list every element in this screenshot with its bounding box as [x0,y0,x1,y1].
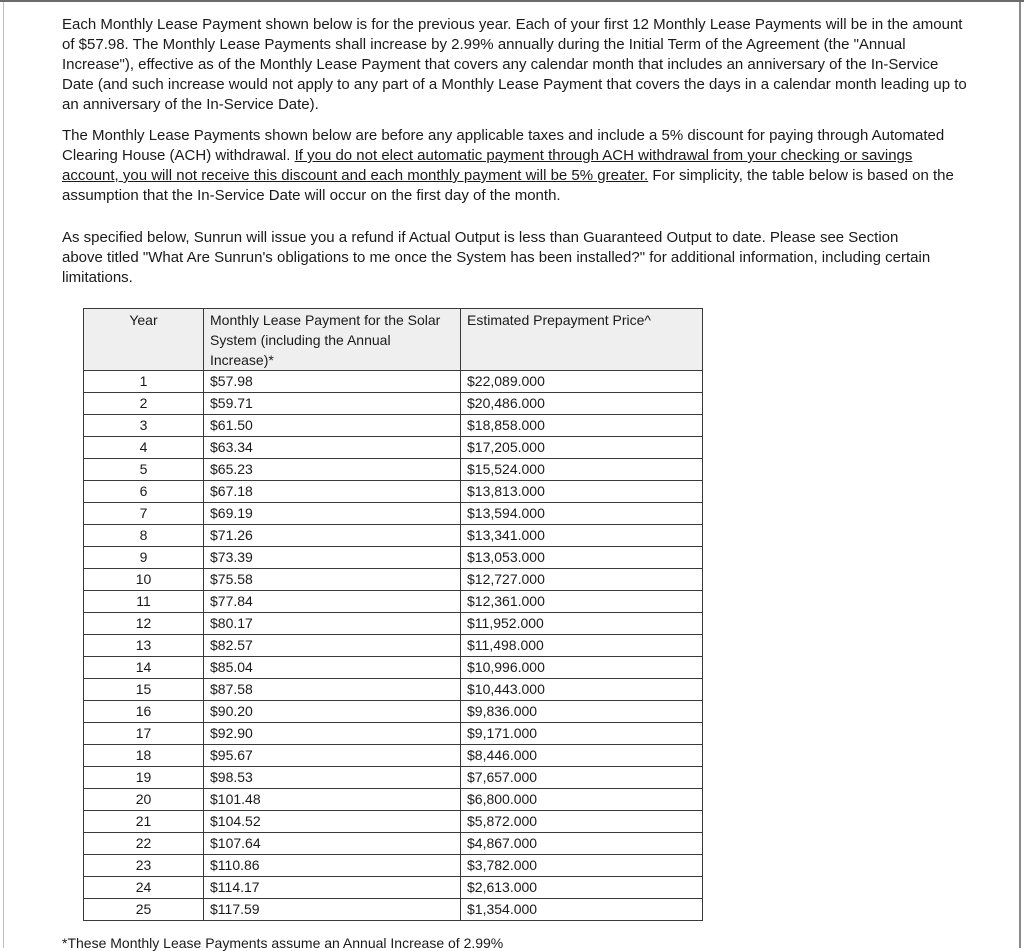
table-row [84,437,703,459]
table-row [84,789,703,811]
year-cell: 22 [84,833,204,855]
prepayment-cell: $1,354.000 [461,899,703,921]
payment-cell: $85.04 [204,657,461,679]
footnote: *These Monthly Lease Payments assume an Annual Increase of 2.99% [62,935,504,951]
prepayment-cell: $18,858.000 [461,415,703,437]
year-cell: 4 [84,437,204,459]
table-row [84,547,703,569]
year-cell: 18 [84,745,204,767]
payment-cell: $110.86 [204,855,461,877]
payment-cell: $98.53 [204,767,461,789]
paragraph-refund-guarantee: As specified below, Sunrun will issue you a refund if Actual Output is less than Guaranteed Output to date. Please see Section above titled "What Are Sunrun's obligations to me once the System has been installed?" for additional information, including certain limitations. [62,229,931,286]
table-row [84,657,703,679]
prepayment-cell: $17,205.000 [461,437,703,459]
table-row [84,393,703,415]
lease-payment-table [83,308,703,921]
payment-cell: $69.19 [204,503,461,525]
table-row [84,745,703,767]
payment-cell: $61.50 [204,415,461,437]
payment-cell: $107.64 [204,833,461,855]
payment-cell: $101.48 [204,789,461,811]
year-cell: 19 [84,767,204,789]
payment-cell: $114.17 [204,877,461,899]
prepayment-cell: $5,872.000 [461,811,703,833]
prepayment-cell: $4,867.000 [461,833,703,855]
table-row [84,635,703,657]
year-cell: 3 [84,415,204,437]
table-row [84,767,703,789]
payment-cell: $77.84 [204,591,461,613]
payment-cell: $104.52 [204,811,461,833]
payment-cell: $57.98 [204,371,461,393]
table-row [84,833,703,855]
payment-cell: $92.90 [204,723,461,745]
table-body [84,371,703,921]
prepayment-cell: $10,443.000 [461,679,703,701]
page-right-edge [1019,2,1021,948]
prepayment-cell: $9,836.000 [461,701,703,723]
year-cell: 10 [84,569,204,591]
year-cell: 25 [84,899,204,921]
table-row [84,525,703,547]
payment-cell: $80.17 [204,613,461,635]
paragraph-ach-discount-start: The Monthly Lease Payments shown below are before any applicable taxes and include a 5% discount for paying through Automated Clearing House (ACH) withdrawal. [62,127,945,164]
table-row [84,481,703,503]
payment-cell: $82.57 [204,635,461,657]
table-row [84,613,703,635]
payment-cell: $90.20 [204,701,461,723]
prepayment-cell: $11,498.000 [461,635,703,657]
year-cell: 16 [84,701,204,723]
header-monthly-payment: Monthly Lease Payment for the Solar System (including the Annual Increase)* [204,309,461,371]
year-cell: 5 [84,459,204,481]
year-cell: 21 [84,811,204,833]
year-cell: 9 [84,547,204,569]
year-cell: 13 [84,635,204,657]
prepayment-cell: $13,813.000 [461,481,703,503]
prepayment-cell: $12,727.000 [461,569,703,591]
prepayment-cell: $9,171.000 [461,723,703,745]
payment-cell: $73.39 [204,547,461,569]
header-year: Year [84,309,204,371]
year-cell: 6 [84,481,204,503]
table-row [84,503,703,525]
table-row [84,877,703,899]
table-row [84,591,703,613]
prepayment-cell: $15,524.000 [461,459,703,481]
prepayment-cell: $11,952.000 [461,613,703,635]
payment-cell: $87.58 [204,679,461,701]
prepayment-cell: $13,053.000 [461,547,703,569]
year-cell: 8 [84,525,204,547]
prepayment-cell: $20,486.000 [461,393,703,415]
year-cell: 15 [84,679,204,701]
prepayment-cell: $13,594.000 [461,503,703,525]
table-row [84,459,703,481]
year-cell: 12 [84,613,204,635]
header-prepayment-price: Estimated Prepayment Price^ [461,309,703,371]
table-row [84,569,703,591]
paragraph-lease-payment-intro: Each Monthly Lease Payment shown below is for the previous year. Each of your first 12 Monthly Lease Payments will be in the amount of $57.98. The Monthly Lease Payments shall increase by 2.99% annually during the Initial Term of the Agreement (the "Annual Increase"), effective as of the Monthly Lease Payment that covers any calendar month that includes an anniversary of the In-Service Date (and such increase would not apply to any part of a Monthly Lease Payment that covers the days in a calendar month leading up to an anniversary of the In-Service Date). [62,16,967,113]
year-cell: 14 [84,657,204,679]
prepayment-cell: $3,782.000 [461,855,703,877]
year-cell: 11 [84,591,204,613]
paragraph-ach-discount-end: For simplicity, the table below is based on the assumption that the In-Service Date will occur on the first day of the month. [62,167,954,204]
table-row [84,811,703,833]
paragraph-ach-discount [62,126,967,206]
prepayment-cell: $22,089.000 [461,371,703,393]
page-left-edge [3,2,4,948]
table-row [84,701,703,723]
payment-cell: $95.67 [204,745,461,767]
year-cell: 24 [84,877,204,899]
year-cell: 7 [84,503,204,525]
year-cell: 2 [84,393,204,415]
payment-cell: $67.18 [204,481,461,503]
year-cell: 20 [84,789,204,811]
year-cell: 23 [84,855,204,877]
table-header-row [84,309,703,371]
table-row [84,855,703,877]
payment-cell: $75.58 [204,569,461,591]
payment-cell: $63.34 [204,437,461,459]
prepayment-cell: $2,613.000 [461,877,703,899]
table-row [84,415,703,437]
prepayment-cell: $8,446.000 [461,745,703,767]
payment-cell: $117.59 [204,899,461,921]
prepayment-cell: $6,800.000 [461,789,703,811]
payment-cell: $65.23 [204,459,461,481]
table-row [84,899,703,921]
payment-cell: $59.71 [204,393,461,415]
prepayment-cell: $12,361.000 [461,591,703,613]
prepayment-cell: $10,996.000 [461,657,703,679]
table-row [84,723,703,745]
prepayment-cell: $7,657.000 [461,767,703,789]
table-row [84,371,703,393]
prepayment-cell: $13,341.000 [461,525,703,547]
table-row [84,679,703,701]
paragraph-ach-discount-underlined: If you do not elect automatic payment through ACH withdrawal from your checking or savings account, you will not receive this discount and each monthly payment will be 5% greater. [62,147,913,184]
year-cell: 1 [84,371,204,393]
year-cell: 17 [84,723,204,745]
payment-cell: $71.26 [204,525,461,547]
